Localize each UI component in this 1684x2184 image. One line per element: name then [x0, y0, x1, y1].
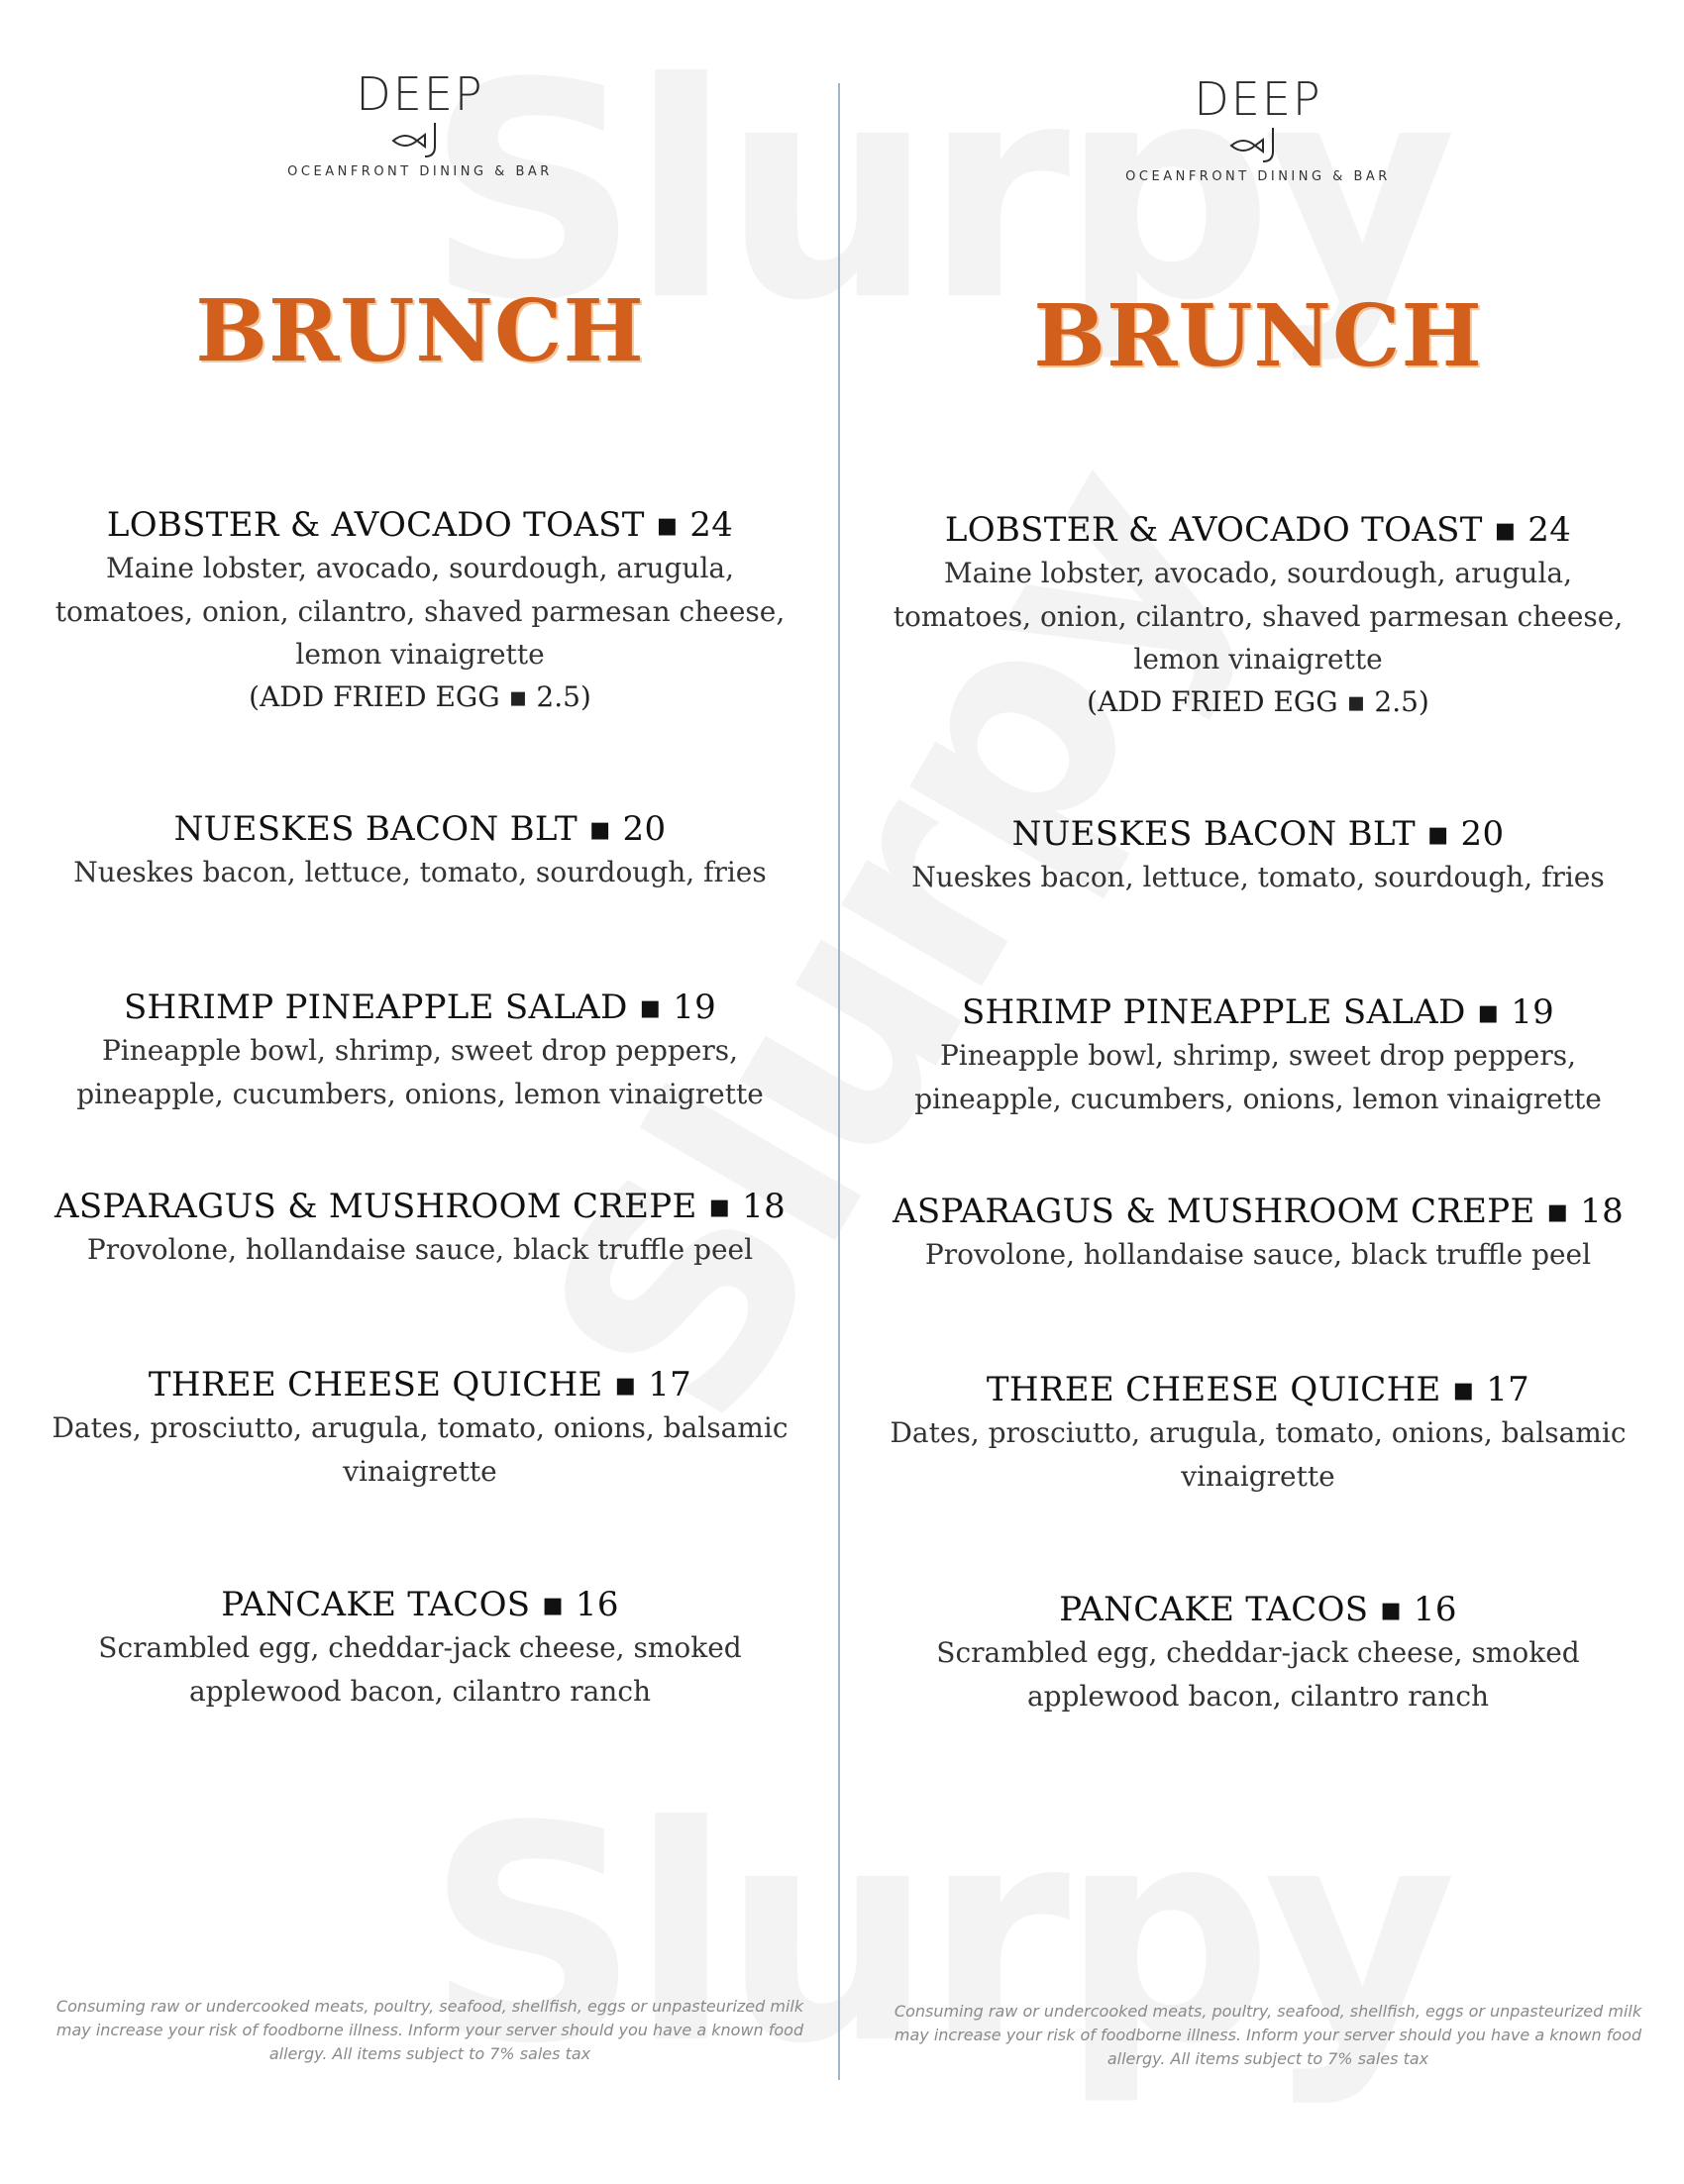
item-name: ASPARAGUS & MUSHROOM CREPE ▪ 18 — [53, 1187, 787, 1226]
menu-item — [34, 807, 806, 894]
item-name: PANCAKE TACOS ▪ 16 — [221, 1585, 619, 1624]
menu-item — [34, 1583, 806, 1713]
item-addon: (ADD FRIED EGG ▪ 2.5) — [1087, 685, 1429, 719]
item-description: Scrambled egg, cheddar-jack cheese, smoked applewood bacon, cilantro ranch — [936, 1636, 1580, 1713]
menu-item — [872, 1368, 1644, 1498]
menu-item — [872, 812, 1644, 899]
item-name: THREE CHEESE QUICHE ▪ 17 — [148, 1365, 692, 1404]
menu-item — [34, 1185, 806, 1272]
menu-item — [872, 1190, 1644, 1277]
menu-item — [872, 990, 1644, 1120]
item-name: LOBSTER & AVOCADO TOAST ▪ 24 — [944, 510, 1572, 550]
item-name: SHRIMP PINEAPPLE SALAD ▪ 19 — [961, 992, 1555, 1032]
item-name: NUESKES BACON BLT ▪ 20 — [173, 809, 667, 849]
fish-icon — [385, 121, 455, 158]
item-description: Scrambled egg, cheddar-jack cheese, smoked applewood bacon, cilantro ranch — [98, 1631, 742, 1708]
allergy-disclaimer: Consuming raw or undercooked meats, poultry, seafood, shellfish, eggs or unpasteurized milk may increase your risk of foodborne illness. Inform your server should you have a known food allergy. All items subject to 7% sales tax — [55, 1997, 804, 2063]
allergy-disclaimer: Consuming raw or undercooked meats, poultry, seafood, shellfish, eggs or unpasteurized milk may increase your risk of foodborne illness. Inform your server should you have a known food allergy. All items subject to 7% sales tax — [894, 2002, 1642, 2068]
item-description: Pineapple bowl, shrimp, sweet drop peppers, pineapple, cucumbers, onions, lemon vinaigrette — [914, 1039, 1602, 1115]
menu-item — [872, 1588, 1644, 1717]
item-description: Provolone, hollandaise sauce, black truffle peel — [86, 1233, 754, 1267]
item-description: Nueskes bacon, lettuce, tomato, sourdough, fries — [911, 861, 1605, 894]
item-name: NUESKES BACON BLT ▪ 20 — [1011, 814, 1505, 854]
menu-title: BRUNCH — [195, 281, 645, 381]
item-name: THREE CHEESE QUICHE ▪ 17 — [986, 1370, 1530, 1409]
logo-word: DEEP — [356, 67, 484, 121]
item-addon: (ADD FRIED EGG ▪ 2.5) — [249, 680, 591, 714]
menu-item — [34, 1363, 806, 1493]
logo — [4, 67, 836, 179]
logo-tagline: OCEANFRONT DINING & BAR — [287, 164, 553, 179]
logo — [842, 72, 1674, 184]
item-name: PANCAKE TACOS ▪ 16 — [1059, 1590, 1457, 1629]
menu-title: BRUNCH — [1033, 286, 1483, 386]
item-description: Maine lobster, avocado, sourdough, arugula, tomatoes, onion, cilantro, shaved parmesan cheese, lemon vinaigrette — [893, 557, 1624, 676]
page-divider — [838, 83, 840, 2080]
item-description: Dates, prosciutto, arugula, tomato, onions, balsamic vinaigrette — [890, 1416, 1627, 1493]
item-description: Nueskes bacon, lettuce, tomato, sourdough, fries — [73, 856, 767, 889]
item-name: ASPARAGUS & MUSHROOM CREPE ▪ 18 — [892, 1192, 1625, 1231]
item-name: SHRIMP PINEAPPLE SALAD ▪ 19 — [123, 988, 717, 1027]
menu-item — [872, 508, 1644, 724]
logo-word: DEEP — [1194, 72, 1322, 126]
menu-panel-right — [842, 5, 1674, 2184]
menu-item — [34, 986, 806, 1115]
item-description: Dates, prosciutto, arugula, tomato, onions, balsamic vinaigrette — [52, 1411, 789, 1488]
logo-tagline: OCEANFRONT DINING & BAR — [1125, 169, 1391, 184]
item-description: Pineapple bowl, shrimp, sweet drop peppers, pineapple, cucumbers, onions, lemon vinaigrette — [76, 1034, 764, 1110]
item-description: Maine lobster, avocado, sourdough, arugula, tomatoes, onion, cilantro, shaved parmesan cheese, lemon vinaigrette — [54, 552, 786, 671]
item-description: Provolone, hollandaise sauce, black truffle peel — [924, 1238, 1592, 1272]
menu-panel-left — [4, 0, 836, 2179]
fish-icon — [1223, 126, 1293, 163]
item-name: LOBSTER & AVOCADO TOAST ▪ 24 — [106, 505, 734, 545]
menu-item — [34, 503, 806, 719]
